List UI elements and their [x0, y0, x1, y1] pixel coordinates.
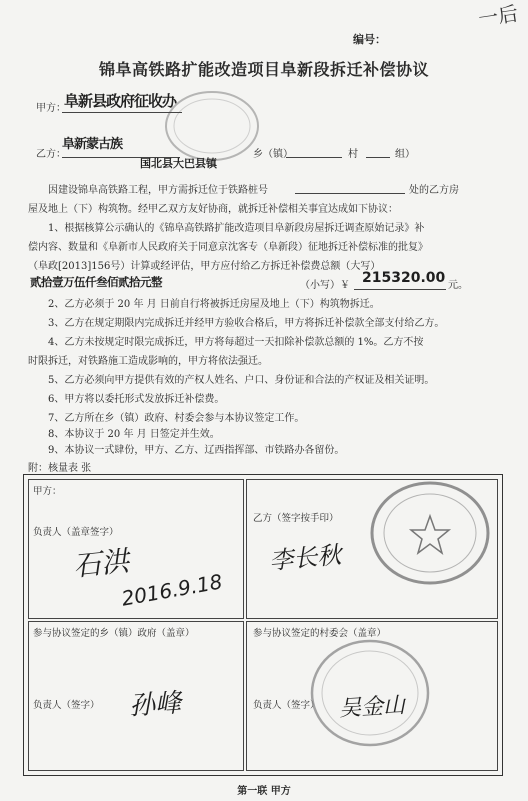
- clause-1-small-label: （小写）￥: [300, 280, 350, 291]
- party-b-label: 乙方：: [36, 149, 66, 160]
- clause-4-line-a: 4、乙方未按规定时限完成拆迁，甲方将每超过一天扣除补偿款总额的 1%。乙方不按: [48, 337, 424, 348]
- body-line-1a: 因建设锦阜高铁路工程，甲方需拆迁位于铁路桩号: [48, 185, 268, 196]
- clause-1-line-c: （阜政[2013]156号）计算或经评估，甲方应付给乙方拆迁补偿费总额（大写）: [28, 261, 381, 272]
- clause-4-line-b: 时限拆迁，对铁路施工造成影响的，甲方将依法强迁。: [28, 356, 268, 367]
- clause-2: 2、乙方必须于 20 年 月 日前自行将被拆迁房屋及地上（下）构筑物拆迁。: [48, 299, 380, 310]
- village-seal: [305, 636, 435, 751]
- party-a-signature: 石洪: [71, 544, 131, 583]
- footer-copy-label: 第一联 甲方: [237, 786, 291, 797]
- party-a-handwritten: 阜新县政府征收办: [64, 92, 177, 110]
- amount-underline: [354, 288, 446, 290]
- body-line-1b: 处的乙方房: [409, 185, 459, 196]
- table-township-label: 参与协议签定的乡（镇）政府（盖章）: [33, 628, 195, 639]
- party-a-underline: [62, 111, 182, 113]
- body-line-2: 屋及地上（下）构筑物。经甲乙双方友好协商，就拆迁补偿相关事宜达成如下协议：: [28, 204, 398, 215]
- party-b-handwritten-name: 阜新蒙古族: [62, 137, 123, 152]
- party-b-signature: 李长秋: [268, 540, 343, 576]
- clause-1-amount-words: 贰拾壹万伍仟叁佰贰拾元整: [30, 275, 162, 289]
- corner-handwritten-mark: 一后: [476, 1, 520, 31]
- table-township-sign-label: 负责人（签字）: [33, 700, 100, 711]
- clause-6: 6、甲方将以委托形式发放拆迁补偿费。: [48, 394, 225, 405]
- party-b-signature-cell: [246, 479, 498, 619]
- table-village-label: 参与协议签定的村委会（盖章）: [253, 628, 387, 639]
- document-number-label: 编号：: [353, 33, 386, 46]
- clause-9: 9、本协议一式肆份，甲方、乙方、辽西指挥部、市铁路办各留份。: [48, 445, 345, 456]
- township-signature-cell: [28, 621, 244, 771]
- clause-1-amount-figure: 215320.00: [362, 270, 446, 286]
- party-a-sign-date: 2016.9.18: [119, 569, 225, 611]
- table-party-a-sign-label: 负责人（盖章签字）: [33, 527, 119, 538]
- clause-1-line-b: 偿内容、数量和《阜新市人民政府关于同意京沈客专（阜新段）征地拆迁补偿标准的批复》: [28, 242, 428, 253]
- signature-table: [23, 474, 503, 776]
- village-underline: [366, 156, 390, 158]
- clause-7: 7、乙方所在乡（镇）政府、村委会参与本协议签定工作。: [48, 413, 305, 424]
- clause-1-end: 元。: [448, 280, 468, 291]
- table-party-b-label: 乙方（签字按手印）: [253, 513, 339, 524]
- clause-1-line-a: 1、根据核算公示确认的《锦阜高铁路扩能改造项目阜新段房屋拆迁调查原始记录》补: [48, 223, 425, 234]
- party-b-village-suffix: 村: [348, 149, 358, 160]
- document-title: 锦阜高铁路扩能改造项目阜新段拆迁补偿协议: [98, 60, 429, 79]
- party-a-label: 甲方：: [36, 103, 66, 114]
- table-party-a-label: 甲方：: [33, 486, 62, 497]
- township-signature: 孙峰: [128, 688, 183, 722]
- party-b-seal: [365, 478, 495, 588]
- table-village-sign-label: 负责人（签字）: [253, 700, 320, 711]
- party-b-group-suffix: 组）: [395, 149, 415, 160]
- party-b-township-suffix: 乡（镇）: [253, 149, 293, 160]
- clause-5: 5、乙方必须向甲方提供有效的产权人姓名、户口、身份证和合法的产权证及相关证明。: [48, 375, 435, 386]
- village-signature-cell: [246, 621, 498, 771]
- party-b-address-note: 国北县大巴县镇: [140, 157, 217, 170]
- village-signature: 吴金山: [338, 693, 406, 722]
- attachment-note: 附：核量表 张: [28, 463, 92, 474]
- clause-8: 8、本协议于 20 年 月 日签定并生效。: [48, 429, 220, 440]
- stake-underline: [295, 192, 405, 194]
- clause-3: 3、乙方在规定期限内完成拆迁并经甲方验收合格后，甲方将拆迁补偿款全部支付给乙方。: [48, 318, 445, 329]
- township-underline: [286, 156, 342, 158]
- party-a-signature-cell: [28, 479, 244, 619]
